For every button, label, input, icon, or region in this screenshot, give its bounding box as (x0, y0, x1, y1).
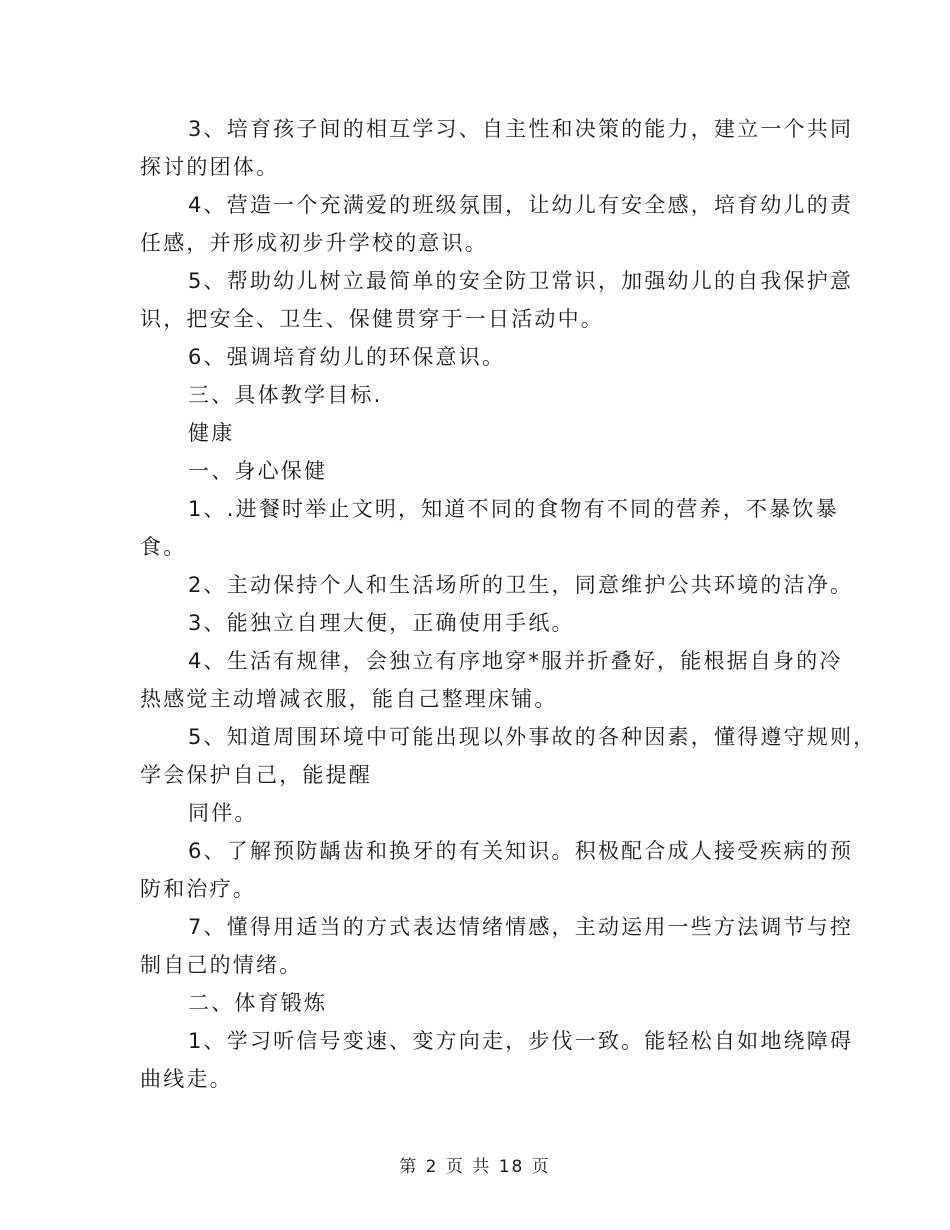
paragraph-line: 4、营造一个充满爱的班级氛围，让幼儿有安全感，培育幼儿的责 (188, 193, 854, 217)
paragraph-line: 识，把安全、卫生、保健贯穿于一日活动中。 (140, 307, 604, 331)
paragraph-line: 任感，并形成初步升学校的意识。 (140, 231, 488, 255)
paragraph-line: 热感觉主动增减衣服，能自己整理床铺。 (140, 687, 558, 711)
paragraph-line: 曲线走。 (140, 1067, 233, 1091)
paragraph-line: 1、学习听信号变速、变方向走，步伐一致。能轻松自如地绕障碍 (188, 1029, 854, 1053)
paragraph-line: 1、.进餐时举止文明，知道不同的食物有不同的营养，不暴饮暴 (188, 497, 839, 521)
section-heading: 三、具体教学目标. (188, 383, 383, 407)
paragraph-line: 5、帮助幼儿树立最简单的安全防卫常识，加强幼儿的自我保护意 (188, 269, 854, 293)
paragraph-line: 2、主动保持个人和生活场所的卫生，同意维护公共环境的洁净。 (188, 573, 854, 597)
paragraph-line: 学会保护自己，能提醒 (140, 763, 372, 787)
paragraph-line: 探讨的团体。 (140, 155, 280, 179)
page-number-footer: 第 2 页 共 18 页 (399, 1157, 551, 1177)
paragraph-line: 6、了解预防龋齿和换牙的有关知识。积极配合成人接受疾病的预 (188, 839, 854, 863)
section-heading: 健康 (188, 421, 235, 445)
paragraph-line: 3、培育孩子间的相互学习、自主性和决策的能力，建立一个共同 (188, 117, 854, 141)
subsection-heading: 一、身心保健 (188, 459, 328, 483)
subsection-heading: 二、体育锻炼 (188, 991, 328, 1015)
paragraph-line: 3、能独立自理大便，正确使用手纸。 (188, 611, 575, 635)
paragraph-line: 5、知道周围环境中可能出现以外事故的各种因素，懂得遵守规则， (188, 725, 877, 749)
paragraph-line: 同伴。 (188, 801, 258, 825)
document-body (140, 110, 877, 1098)
paragraph-line: 6、强调培育幼儿的环保意识。 (188, 345, 506, 369)
paragraph-line: 防和治疗。 (140, 877, 256, 901)
paragraph-line: 7、懂得用适当的方式表达情绪情感，主动运用一些方法调节与控 (188, 915, 854, 939)
paragraph-line: 食。 (140, 535, 187, 559)
paragraph-line: 制自己的情绪。 (140, 953, 303, 977)
paragraph-line: 4、生活有规律，会独立有序地穿*服并折叠好，能根据自身的冷 (188, 649, 843, 673)
